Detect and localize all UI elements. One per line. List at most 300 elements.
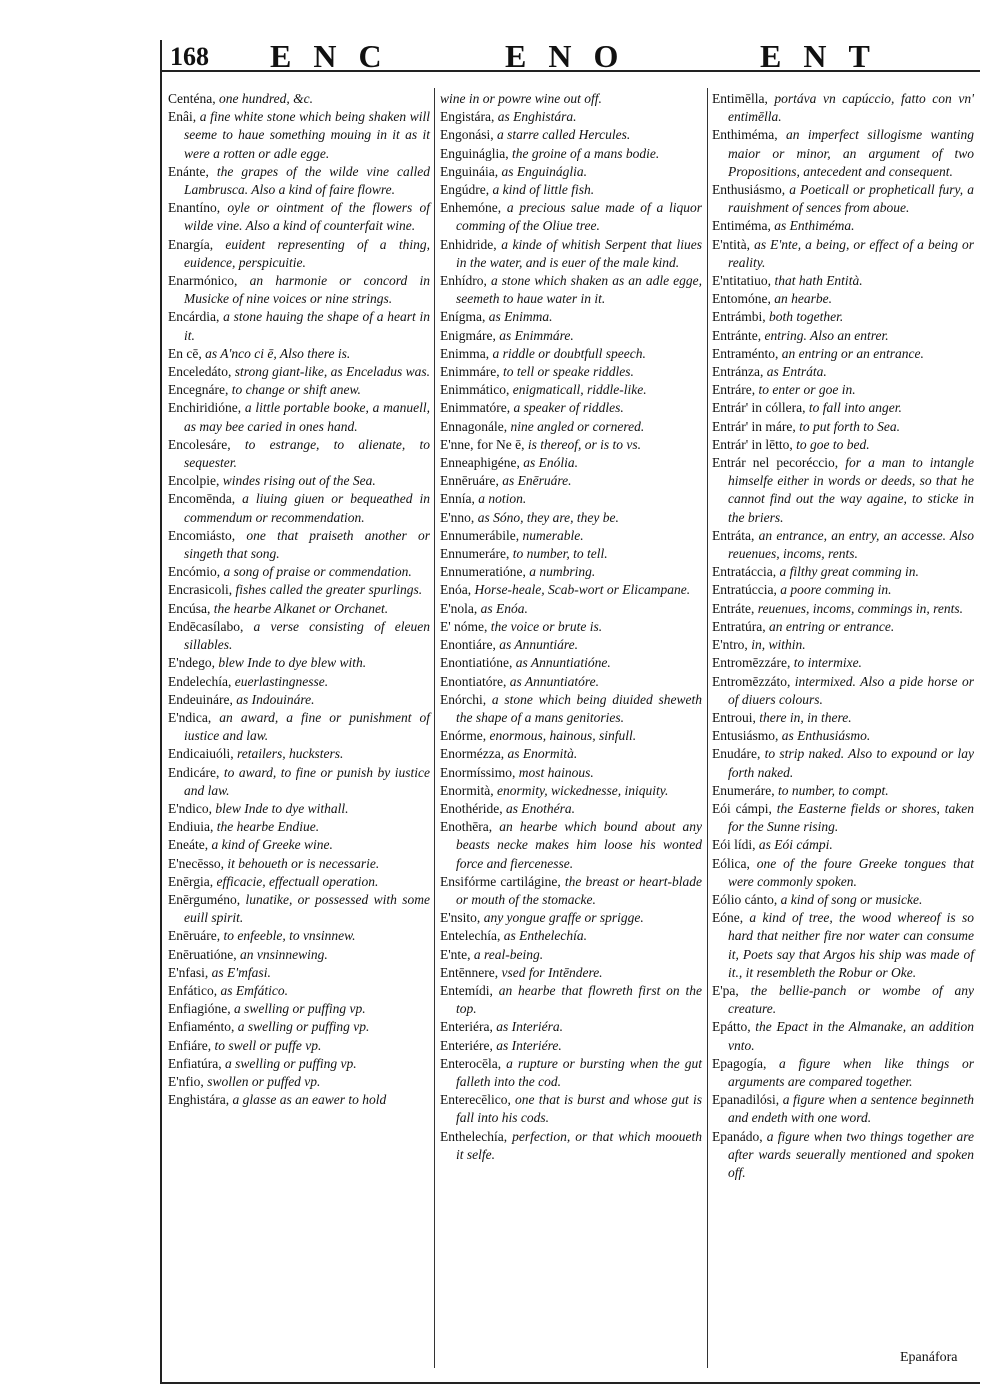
dictionary-entry (168, 818, 430, 836)
entry-definition: a figure when like things or arguments are compared together. (728, 1055, 974, 1089)
entry-definition: numerable. (519, 527, 584, 543)
entry-headword: Ennagonále, (440, 418, 508, 434)
entry-headword: Enghistára, (168, 1092, 230, 1108)
entry-definition: to goe to bed. (792, 436, 870, 452)
entry-headword: Entránza, (712, 364, 764, 380)
dictionary-entry (168, 691, 430, 709)
entry-headword: Encolpie, (168, 473, 220, 489)
entry-definition: as Indouináre. (232, 691, 315, 707)
entry-definition: Horse-heale, Scab-wort or Elicampane. (471, 582, 691, 598)
dictionary-entry (168, 399, 430, 435)
entry-headword: Enormíssimo, (440, 764, 516, 780)
entry-definition: for a man to intangle himselfe either in words or deeds, so that he cannot find out the way againe, to sticke in the briers. (728, 455, 974, 525)
dictionary-entry (168, 982, 430, 1000)
entry-headword: Enimma, (440, 345, 490, 361)
entry-headword: Centéna, (168, 91, 216, 106)
entry-definition: a liuing giuen or bequeathed in commendum or recommendation. (184, 491, 430, 525)
entry-definition: as Interiéra. (492, 1019, 563, 1035)
entry-definition: the grapes of the wilde vine called Lambrusca. Also a kind of faire flowre. (184, 163, 430, 198)
entry-definition: as Annuntiáre. (495, 637, 578, 653)
dictionary-entry (712, 636, 974, 654)
entry-headword: E'ntro, (712, 637, 748, 653)
entry-headword: Enhídro, (440, 273, 487, 289)
entry-definition: a kind of song or musicke. (777, 891, 923, 907)
entry-definition: blew Inde to dye blew with. (215, 655, 367, 671)
dictionary-entry (168, 563, 430, 581)
dictionary-entry (440, 727, 702, 745)
entry-headword: Entráre, (712, 382, 756, 398)
dictionary-entry (440, 946, 702, 964)
dictionary-entry (168, 855, 430, 873)
entry-headword: Encrasicoli, (168, 582, 233, 598)
entry-headword: Ensifórme cartilágine, (440, 873, 561, 889)
entry-headword: Ennēruáre, (440, 473, 499, 489)
dictionary-entry (712, 418, 974, 436)
entry-headword: En cē, (168, 345, 202, 361)
entry-headword: Enfiagióne, (168, 1001, 231, 1017)
entry-headword: Entratúccia, (712, 582, 777, 598)
entry-headword: Encomiásto, (168, 527, 236, 543)
entry-headword: Enórme, (440, 728, 487, 744)
dictionary-entry (168, 836, 430, 854)
entry-definition: swollen or puffed vp. (203, 1073, 321, 1089)
entry-definition: euerlastingnesse. (231, 673, 329, 689)
dictionary-entry (712, 782, 974, 800)
footer-rule (160, 1382, 980, 1384)
dictionary-entry (168, 490, 430, 526)
entry-headword: Entelechía, (440, 928, 501, 944)
dictionary-entry (712, 600, 974, 618)
dictionary-entry (440, 1055, 702, 1091)
entry-headword: Enormità, (440, 782, 494, 798)
entry-headword: E'pa, (712, 982, 739, 998)
entry-headword: Enontiatióne, (440, 655, 513, 671)
entry-definition: to swell or puffe vp. (211, 1037, 322, 1053)
page-number: 168 (170, 42, 209, 71)
dictionary-entry (440, 982, 702, 1018)
entry-headword: E'ndica, (168, 709, 212, 725)
dictionary-entry (712, 909, 974, 982)
entry-definition: as Enothéra. (502, 800, 575, 816)
entry-headword: Eóne, (712, 910, 744, 926)
dictionary-entry (168, 345, 430, 363)
entry-definition: as Enóa. (477, 600, 528, 616)
dictionary-entry (440, 800, 702, 818)
entry-definition: to number, to compt. (774, 782, 889, 798)
dictionary-entry (440, 927, 702, 945)
entry-definition: intermixed. Also a pide horse or of diuers colours. (728, 673, 974, 707)
entry-definition: there in, in there. (755, 709, 852, 725)
dictionary-entry (440, 1037, 702, 1055)
dictionary-entry (440, 90, 702, 108)
entry-definition: a filthy great comming in. (776, 564, 919, 580)
entry-headword: Engistára, (440, 109, 495, 125)
entry-definition: the hearbe Alkanet or Orchanet. (210, 600, 389, 616)
entry-definition: a swelling or puffing vp. (230, 1001, 366, 1017)
entry-definition: as Interiére. (492, 1037, 562, 1053)
entry-definition: a kind of tree, the wood whereof is so hard that neither fire nor water can consume it, Poets say that Argos his ship was made of it., it resembleth the Robur or Oke. (728, 910, 974, 980)
entry-definition: portáva vn capúccio, fatto con vn' entimēlla. (728, 91, 974, 125)
entry-headword: Endelechía, (168, 673, 232, 689)
entry-headword: Endicaiuóli, (168, 746, 234, 762)
dictionary-entry (168, 745, 430, 763)
dictionary-entry (712, 1091, 974, 1127)
entry-definition: as Enghistára. (494, 109, 577, 125)
entry-definition: both together. (765, 309, 844, 325)
entry-definition: an entring or entrance. (765, 618, 895, 634)
entry-definition: one hundred, &c. (215, 91, 313, 106)
entry-headword: Eói cámpi, (712, 800, 772, 816)
entry-definition: that hath Entità. (771, 273, 863, 289)
entry-headword: Entimēlla, (712, 91, 768, 106)
entry-definition: enormous, hainous, sinfull. (486, 728, 637, 744)
running-head-center: ENO (505, 38, 641, 74)
entry-headword: Entránte, (712, 327, 762, 343)
dictionary-entry (440, 909, 702, 927)
dictionary-entry (712, 618, 974, 636)
entry-definition: reuenues, incoms, commings in, rents. (754, 600, 963, 616)
dictionary-entry (168, 946, 430, 964)
dictionary-entry (712, 327, 974, 345)
entry-headword: Enchiridióne, (168, 400, 242, 416)
column-right (712, 90, 974, 1182)
dictionary-entry (168, 800, 430, 818)
entry-definition: an hearbe which bound about any beasts necke makes him loose his wonted force and fiercenesse. (456, 819, 702, 871)
entry-definition: one that is burst and whose gut is fall into his cods. (456, 1092, 702, 1126)
entry-definition: windes rising out of the Sea. (219, 473, 376, 489)
entry-definition: a kinde of whitish Serpent that liues in the water, and is euer of the male kind. (456, 236, 702, 270)
dictionary-entry (440, 527, 702, 545)
entry-headword: Enfiatúra, (168, 1055, 222, 1071)
entry-headword: Epagogía, (712, 1055, 767, 1071)
entry-headword: Enterecēlico, (440, 1092, 511, 1108)
entry-definition: in, within. (747, 637, 806, 653)
entry-definition: as Annuntiatóre. (506, 673, 599, 689)
entry-definition: to estrange, to alienate, to sequester. (184, 436, 430, 471)
entry-headword: Eneáte, (168, 837, 209, 853)
dictionary-entry (712, 745, 974, 781)
dictionary-entry (712, 836, 974, 854)
dictionary-entry (440, 436, 702, 454)
entry-definition: euident representing of a thing, euidence, perspicuitie. (184, 236, 430, 270)
entry-headword: Entiméma, (712, 218, 771, 234)
entry-headword: Enantíno, (168, 200, 221, 216)
entry-definition: a poore comming in. (776, 582, 892, 598)
dictionary-entry (168, 1018, 430, 1036)
dictionary-entry (168, 308, 430, 344)
entry-headword: Enimmáre, (440, 364, 500, 380)
dictionary-entry (440, 454, 702, 472)
entry-headword: Ennumeráre, (440, 546, 510, 562)
entry-headword: Endicáre, (168, 764, 220, 780)
dictionary-entry (168, 90, 430, 108)
entry-definition: a kind of little fish. (489, 182, 595, 198)
entry-definition: as Enthiméma. (770, 218, 855, 234)
entry-headword: E'ndego, (168, 655, 216, 671)
dictionary-entry (712, 891, 974, 909)
entry-headword: Entrár' in lētto, (712, 436, 793, 452)
column-left (168, 90, 430, 1109)
entry-headword: E'ntità, (712, 236, 751, 252)
entry-headword: Enormézza, (440, 746, 505, 762)
entry-definition: to change or shift anew. (228, 382, 361, 398)
entry-definition: a riddle or doubtfull speech. (489, 345, 646, 361)
dictionary-entry (168, 764, 430, 800)
entry-headword: Enargía, (168, 236, 214, 252)
entry-headword: Enarmónico, (168, 273, 238, 289)
entry-definition: as Entráta. (763, 364, 827, 380)
entry-definition: as Enthelechía. (500, 928, 587, 944)
entry-headword: E' nóme, (440, 618, 488, 634)
entry-headword: Enánte, (168, 163, 209, 179)
entry-definition: wine in or powre wine out off. (440, 91, 602, 106)
entry-headword: Entraménto, (712, 345, 779, 361)
entry-definition: as A'nco ci ē, Also there is. (201, 345, 351, 361)
entry-headword: Enothéride, (440, 800, 503, 816)
dictionary-entry (440, 618, 702, 636)
entry-headword: Enóa, (440, 582, 472, 598)
entry-definition: a speaker of riddles. (510, 400, 624, 416)
dictionary-entry (712, 236, 974, 272)
entry-definition: a starre called Hercules. (493, 127, 631, 143)
entry-definition: the voice or brute is. (487, 618, 603, 634)
entry-definition: strong giant-like, as Enceladus was. (231, 364, 430, 380)
entry-definition: as Emfático. (217, 982, 288, 998)
dictionary-entry (712, 399, 974, 417)
entry-definition: a stone which being diuided sheweth the shape of a mans genitories. (456, 691, 702, 725)
entry-definition: the Easterne fields or shores, taken for the Sunne rising. (728, 800, 974, 835)
entry-headword: E'nola, (440, 600, 478, 616)
dictionary-entry (440, 236, 702, 272)
entry-headword: E'nsito, (440, 910, 481, 926)
entry-headword: E'nne, for Ne ē, (440, 436, 525, 452)
entry-definition: it behoueth or is necessarie. (224, 855, 380, 871)
catchword: Epanáfora (900, 1350, 958, 1365)
dictionary-entry (712, 436, 974, 454)
entry-headword: Entemídi, (440, 982, 493, 998)
entry-headword: Ennumerábile, (440, 527, 520, 543)
entry-definition: a swelling or puffing vp. (234, 1019, 370, 1035)
entry-definition: the Epact in the Almanake, an addition vnto. (728, 1019, 974, 1053)
entry-headword: E'ntitatiuo, (712, 273, 772, 289)
entry-definition: an entring or an entrance. (778, 345, 924, 361)
entry-definition: as Annuntiatióne. (512, 655, 611, 671)
dictionary-entry (712, 363, 974, 381)
dictionary-entry (168, 1037, 430, 1055)
dictionary-entry (712, 381, 974, 399)
dictionary-entry (440, 1091, 702, 1127)
entry-definition: as Enthusiásmo. (778, 728, 871, 744)
entry-definition: as E'nte, a being, or effect of a being or reality. (728, 236, 974, 270)
dictionary-entry (440, 1018, 702, 1036)
entry-definition: as Enormità. (504, 746, 578, 762)
entry-definition: a figure when two things together are after wards seuerally mentioned and spoken off. (728, 1128, 974, 1180)
entry-headword: Enguináia, (440, 163, 499, 179)
dictionary-entry (168, 673, 430, 691)
entry-headword: Enteriéra, (440, 1019, 493, 1035)
entry-headword: Entráta, (712, 527, 755, 543)
entry-headword: Entusiásmo, (712, 728, 779, 744)
entry-headword: E'ndico, (168, 800, 213, 816)
dictionary-entry (168, 199, 430, 235)
dictionary-entry (168, 927, 430, 945)
dictionary-entry (440, 472, 702, 490)
dictionary-entry (712, 727, 974, 745)
dictionary-entry (440, 764, 702, 782)
entry-definition: an hearbe. (770, 291, 832, 307)
entry-headword: Ennumeratióne, (440, 564, 526, 580)
dictionary-entry (168, 964, 430, 982)
dictionary-entry (440, 636, 702, 654)
dictionary-entry (168, 436, 430, 472)
entry-headword: Entomóne, (712, 291, 771, 307)
entry-headword: Enfiáre, (168, 1037, 212, 1053)
entry-definition: a Poeticall or propheticall fury, a rauishment of sences from aboue. (728, 182, 974, 216)
running-head-right: ENT (760, 38, 892, 74)
entry-definition: the bellie-panch or wombe of any creature. (728, 982, 974, 1017)
dictionary-entry (168, 654, 430, 672)
entry-definition: one of the foure Greeke tongues that were commonly spoken. (728, 855, 974, 889)
dictionary-entry (440, 654, 702, 672)
entry-headword: Engonási, (440, 127, 494, 143)
entry-headword: Enhidride, (440, 236, 497, 252)
dictionary-entry (168, 472, 430, 490)
dictionary-entry (168, 1091, 430, 1109)
column-divider (707, 88, 708, 1368)
dictionary-entry (440, 381, 702, 399)
dictionary-entry (712, 90, 974, 126)
dictionary-entry (440, 673, 702, 691)
dictionary-entry (712, 126, 974, 181)
dictionary-entry (168, 381, 430, 399)
entry-definition: an vnsinnewing. (236, 946, 328, 962)
entry-definition: a glasse as an eawer to hold (229, 1092, 387, 1108)
entry-definition: to award, to fine or punish by iustice and law. (184, 764, 430, 798)
dictionary-entry (168, 618, 430, 654)
entry-definition: to intermixe. (790, 655, 862, 671)
entry-headword: Enceledáto, (168, 364, 232, 380)
entry-definition: an entrance, an entry, an accesse. Also reuenues, incoms, rents. (728, 527, 974, 562)
dictionary-entry (440, 745, 702, 763)
entry-definition: a notion. (474, 491, 527, 507)
entry-definition: any yongue graffe or sprigge. (480, 910, 644, 926)
dictionary-entry (712, 654, 974, 672)
entry-headword: Epanádo, (712, 1128, 763, 1144)
dictionary-entry (168, 108, 430, 163)
dictionary-entry (440, 545, 702, 563)
entry-headword: Entroui, (712, 709, 756, 725)
entry-headword: Enthiméma, (712, 127, 778, 143)
entry-definition: as Enēruáre. (498, 473, 572, 489)
dictionary-entry (440, 581, 702, 599)
entry-headword: Entromēzzáre, (712, 655, 791, 671)
dictionary-entry (440, 363, 702, 381)
entry-definition: a figure when a sentence beginneth and endeth with one word. (728, 1092, 974, 1126)
entry-headword: Ennía, (440, 491, 475, 507)
entry-definition: a rupture or bursting when the gut falleth into the cod. (456, 1055, 702, 1089)
dictionary-entry (712, 581, 974, 599)
dictionary-entry (168, 363, 430, 381)
entry-headword: Entratáccia, (712, 564, 777, 580)
dictionary-entry (712, 709, 974, 727)
dictionary-entry (168, 600, 430, 618)
entry-headword: Enneaphigéne, (440, 455, 520, 471)
entry-definition: the breast or heart-blade or mouth of the stomacke. (456, 873, 702, 907)
dictionary-entry (712, 272, 974, 290)
dictionary-entry (712, 673, 974, 709)
entry-headword: Eói lídi, (712, 837, 756, 853)
entry-definition: as Enguináglia. (498, 163, 587, 179)
dictionary-entry (440, 490, 702, 508)
entry-headword: Enimmatóre, (440, 400, 511, 416)
dictionary-entry (440, 308, 702, 326)
entry-headword: Entromēzzáto, (712, 673, 791, 689)
dictionary-entry (712, 454, 974, 527)
entry-definition: a kind of Greeke wine. (208, 837, 333, 853)
entry-headword: E'nno, (440, 509, 475, 525)
entry-definition: as Eói cámpi. (755, 837, 833, 853)
page-left-rule (160, 40, 162, 1382)
entry-headword: Enērgia, (168, 873, 214, 889)
entry-headword: E'nfasi, (168, 964, 209, 980)
entry-definition: efficacie, effectuall operation. (213, 873, 379, 889)
dictionary-entry (168, 1073, 430, 1091)
entry-definition: nine angled or cornered. (507, 418, 645, 434)
entry-definition: lunatike, or possessed with some euill spirit. (184, 891, 430, 926)
entry-definition: as Enimma. (485, 309, 553, 325)
dictionary-entry (440, 181, 702, 199)
column-middle (440, 90, 702, 1164)
dictionary-entry (712, 527, 974, 563)
entry-headword: Enguináglia, (440, 145, 509, 161)
entry-headword: Enigmáre, (440, 327, 496, 343)
entry-headword: Encúsa, (168, 600, 211, 616)
entry-headword: Endiuia, (168, 819, 214, 835)
entry-definition: blew Inde to dye withall. (212, 800, 349, 816)
entry-headword: Epátto, (712, 1019, 751, 1035)
dictionary-entry (168, 891, 430, 927)
entry-definition: perfection, or that which mooueth it selfe. (456, 1128, 702, 1162)
entry-headword: Enteriére, (440, 1037, 493, 1053)
dictionary-entry (712, 1055, 974, 1091)
entry-headword: Enhemóne, (440, 200, 502, 216)
entry-definition: a song of praise or commendation. (220, 564, 412, 580)
entry-definition: vsed for Intēndere. (498, 964, 603, 980)
entry-headword: Engúdre, (440, 182, 490, 198)
entry-definition: entring. Also an entrer. (761, 327, 889, 343)
dictionary-entry (712, 217, 974, 235)
entry-definition: a real-being. (470, 946, 544, 962)
dictionary-entry (712, 290, 974, 308)
dictionary-entry (712, 855, 974, 891)
entry-definition: to enfeeble, to vnsinnew. (220, 928, 356, 944)
entry-definition: the hearbe Endiue. (213, 819, 320, 835)
dictionary-entry (168, 272, 430, 308)
dictionary-entry (168, 1055, 430, 1073)
entry-definition: to fall into anger. (805, 400, 902, 416)
entry-headword: Entēnnere, (440, 964, 499, 980)
entry-definition: a verse consisting of eleuen sillables. (184, 618, 430, 653)
dictionary-entry (712, 181, 974, 217)
entry-definition: enormity, wickednesse, iniquity. (493, 782, 669, 798)
dictionary-entry (712, 563, 974, 581)
running-head-left: ENC (270, 38, 404, 74)
entry-definition: to enter or goe in. (755, 382, 856, 398)
entry-headword: Entrár nel pecoréccio, (712, 455, 839, 471)
entry-headword: Encárdia, (168, 309, 220, 325)
dictionary-entry (440, 163, 702, 181)
entry-headword: Enterocēla, (440, 1055, 502, 1071)
